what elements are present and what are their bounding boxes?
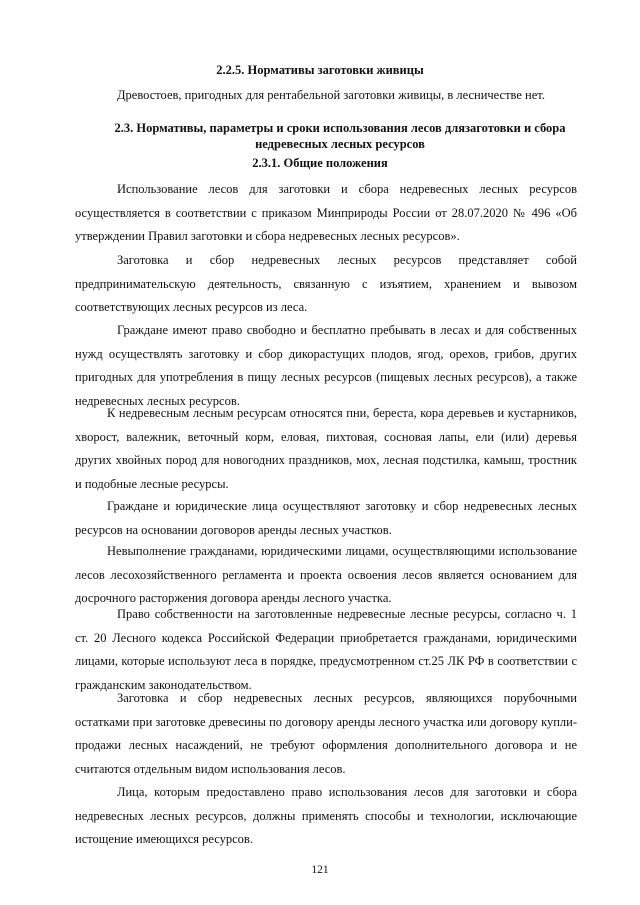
paragraph-resin: Древостоев, пригодных для рентабельной заготовки живицы, в лесничестве нет. <box>117 88 545 102</box>
heading-2-3: 2.3. Нормативы, параметры и сроки использования лесов длязаготовки и сбора недревесных лесных ресурсов <box>114 121 566 151</box>
page-number: 121 <box>311 864 329 876</box>
paragraph-usage-order: Использование лесов для заготовки и сбора недревесных лесных ресурсов осуществляется в соответствии с приказом Минприроды России от 28.07.2020 № 496 «Об утверждении Правил заготовки и сбора недревесных лесных ресурсов». <box>75 182 577 244</box>
heading-2-3-1: 2.3.1. Общие положения <box>252 156 388 170</box>
paragraph-ownership: Право собственности на заготовленные недревесные лесные ресурсы, согласно ч. 1 ст. 20 Лесного кодекса Российской Федерации приобретается гражданами, юридическими лицами, которые используют леса в порядке, предусмотренном ст.25 ЛК РФ в соответствии с гражданским законодательством. <box>75 607 577 693</box>
paragraph-harvest-definition: Заготовка и сбор недревесных лесных ресурсов представляет собой предпринимательскую деятельность, связанную с изъятием, хранением и вывозом соответствующих лесных ресурсов из леса. <box>75 253 577 315</box>
heading-2-2-5: 2.2.5. Нормативы заготовки живицы <box>216 63 424 77</box>
paragraph-sustainable-methods: Лица, которым предоставлено право использования лесов для заготовки и сбора недревесных лесных ресурсов, должны применять способы и технологии, исключающие истощение имеющихся ресурсов. <box>75 785 577 847</box>
paragraph-logging-residues: Заготовка и сбор недревесных лесных ресурсов, являющихся порубочными остатками при заготовке древесины по договору аренды лесного участка или договору купли-продажи лесных насаждений, не требуют оформления дополнительного договора и не считаются отдельным видом использования лесов. <box>75 691 577 777</box>
paragraph-termination: Невыполнение гражданами, юридическими лицами, осуществляющими использование лесов лесохозяйственного регламента и проекта освоения лесов является основанием для досрочного расторжения договора аренды лесного участка. <box>75 544 577 606</box>
paragraph-resource-types: К недревесным лесным ресурсам относятся пни, береста, кора деревьев и кустарников, хворост, валежник, веточный корм, еловая, пихтовая, сосновая лапы, ели (или) деревья других хвойных пород для новогодних праздников, мох, лесная подстилка, камыш, тростник и подобные лесные ресурсы. <box>75 406 577 492</box>
paragraph-citizens-rights: Граждане имеют право свободно и бесплатно пребывать в лесах и для собственных нужд осуществлять заготовку и сбор дикорастущих плодов, ягод, орехов, грибов, других пригодных для употребления в пищу лесных ресурсов (пищевых лесных ресурсов), а также недревесных лесных ресурсов. <box>75 323 577 409</box>
paragraph-lease-basis: Граждане и юридические лица осуществляют заготовку и сбор недревесных лесных ресурсов на основании договоров аренды лесных участков. <box>75 499 577 537</box>
